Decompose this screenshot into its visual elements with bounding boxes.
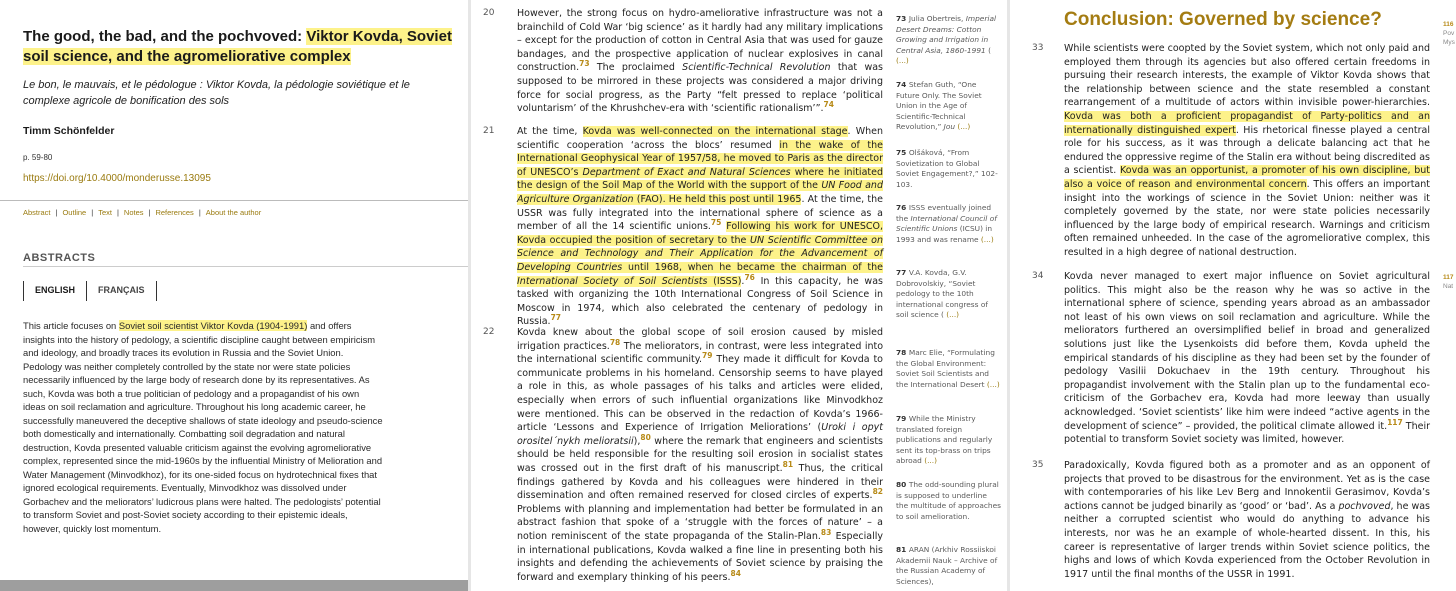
footnote-number[interactable]: 76 <box>896 203 909 212</box>
section-heading: Conclusion: Governed by science? <box>1064 9 1382 30</box>
paragraph-22: Kovda knew about the global scope of soil erosion caused by misled irrigation practices.$^{78}$ The meliorators, in contrast, were less integrated into the international scientific community.$^{79}$ They made it difficult for Kovda to communicate problems in his homeland. Censorship seems to have played a role in this, as whole passages of his talks and articles were elided, especially when errors of such influential organizations like Minvodkhoz were mentioned. This can be observed in the redaction of Kovda’s 1966-article ‘Lessons and Experience of Irrigation Meliorations’ (Uroki i opyt orositel´nykh melioratsii),$^{80}$ where the remark that engineers and scientists should be held responsible for the resulting soil erosion in socialist states was crossed out in the first draft of his manuscript.$^{81}$ Thus, the critical findings gathered by Kovda and his colleagues were hindered in their dissemination and often remained reserved for closed circles of experts.$^{82}$ Problems with planning and implementation had better be formulated in an abstract fashion that spoke of a ‘struggle with the forces of nature’ – a notion reminiscent of the state propaganda of the Stalin-Plan.$^{83}$ Especially in international publications, Kovda walked a fine line in presenting both his insights and defending the achievements of Soviet science by praising the forward and exemplary thinking of his peers.$^{84}$ <box>517 327 884 583</box>
footnote-ref[interactable]: 77 <box>550 313 562 323</box>
footnote-80: 80 The odd-sounding plural is supposed to underline the multitude of approaches to soil amelioration. <box>896 480 1001 521</box>
nav-outline[interactable]: Outline <box>62 208 87 217</box>
read-more-link[interactable]: (...) <box>924 456 938 465</box>
footnote-number[interactable]: 81 <box>896 545 909 554</box>
paragraph-number: 34 <box>1032 271 1044 281</box>
tab-english[interactable]: ENGLISH <box>23 281 86 301</box>
read-more-link[interactable]: (...) <box>986 379 1000 389</box>
footnote-ref[interactable]: 84 <box>730 568 741 578</box>
footnote-ref[interactable]: 76 <box>744 272 755 282</box>
language-tabs <box>23 281 157 301</box>
footnote-ref[interactable]: 78 <box>609 337 621 347</box>
page-range: p. 59-80 <box>23 153 53 162</box>
footnote-116-edge: 116 Pov Mys <box>1443 21 1455 46</box>
footnote-ref[interactable]: 79 <box>702 351 713 361</box>
nav-references[interactable]: References <box>155 208 194 217</box>
nav-notes[interactable]: Notes <box>123 208 144 217</box>
footnote-79: 79 While the Ministry translated foreign publications and regularly sent its top-brass on trips abroad (...) <box>896 414 993 465</box>
paragraph-34: Kovda never managed to exert major influence on Soviet agricultural politics. This might also be the reason why he was so active in the international sphere of science, spending years abroad as an ambassador not least of his own views on soil reclamation and agriculture. While the meliorators furthered an oversimplified belief in broad and generalized solutions just like the Lysenkoists did before them, Kovda upheld the empirical standards of his discipline as they had been set by the founder of pedology Vasilii Dokuchaev in the 19th century. Throughout his propagandist involvement with the Stalin plan up to the fundamental eco-criticism of the Gorbachev era, Kovda had more leeway than usually acknowledged. ‘Soviet scientists’ like him were indeed “active agents in the development of science” – provided, the political climate allowed it.$^{117}$ Their potential to transform Soviet society was limited, however. <box>1064 271 1430 446</box>
abstract-highlight: Soviet soil scientist Viktor Kovda (1904-1991) <box>118 320 308 331</box>
tab-francais[interactable]: FRANÇAIS <box>86 281 157 301</box>
conclusion-panel <box>1010 0 1456 591</box>
footnote-number[interactable]: 75 <box>896 148 909 157</box>
footnote-77: 77 V.A. Kovda, G.V. Dobrovolskiy, “Soviet pedology to the 10th international congress of soil science ( (...) <box>896 268 988 319</box>
nav-abstract[interactable]: Abstract <box>23 208 51 217</box>
footnote-ref[interactable]: 73 <box>579 59 590 69</box>
footnote-73: 73 Julia Obertreis, Imperial Desert Dreams: Cotton Growing and Irrigation in Central Asia, 1860-1991 ( (...) <box>896 14 997 65</box>
article-body-panel <box>471 0 1007 591</box>
footnote-number[interactable]: 73 <box>896 14 909 23</box>
read-more-link[interactable]: (...) <box>980 234 994 244</box>
nav-about-author[interactable]: About the author <box>205 208 262 217</box>
footnote-ref[interactable]: 75 <box>710 218 722 227</box>
divider <box>23 266 468 267</box>
article-header-panel <box>0 0 468 591</box>
footnote-ref[interactable]: 81 <box>782 459 794 469</box>
article-title-plain: The good, the bad, and the pochvoved: <box>23 28 307 45</box>
footnote-ref[interactable]: 80 <box>640 432 651 442</box>
footnote-76: 76 ISSS eventually joined the International Council of Scientific Unions (ICSU) in 1993 and was rename (...) <box>896 203 997 244</box>
footnote-74: 74 Stefan Guth, “One Future Only. The Soviet Union in the Age of Scientific-Technical Revolution,” Jou (...) <box>896 80 982 131</box>
read-more-link[interactable]: (...) <box>896 56 909 65</box>
footnote-78: 78 Marc Elie, “Formulating the Global Environment: Soviet Soil Scientists and the International Desert (...) <box>896 348 1000 389</box>
footnote-ref[interactable]: 82 <box>872 486 883 496</box>
article-title-highlight: Viktor Kovda, Soviet soil science, and the agromeliorative complex <box>23 28 452 65</box>
paragraph-20: However, the strong focus on hydro-ameliorative infrastructure was not a brainchild of Cold War ‘big science’ as it hardly had any military implications – except for the production of cotton in Central Asia that was used for gauze bandages, and the prospective application of nuclear explosives in canal construction.$^{73}$ The proclaimed Scientific-Technical Revolution that was supposed to be mirrored in these projects was considered a major driving force for social progress, as the Party “felt pressed to replace ‘political voluntarism’ of the Khrushchev-era with ‘scientific rationalism’”.$^{74}$ <box>517 8 883 115</box>
footnote-number[interactable]: 79 <box>896 414 909 423</box>
paragraph-35: Paradoxically, Kovda figured both as a promoter and as an opponent of projects that proved to be disastrous for the environment. Yet as is the case with contemporaries of his like Lev Berg and Innokentii Gerasimov, Kovda’s actions cannot be judged binarily as ‘good’ or ‘bad’. As a pochvoved, he was neither a corrupted scientist who would do anything to advance his interests, nor was he an example of whole-hearted dissent. In this, his career is representative of larger trends within Soviet science politics, the highs and lows of which Kovda experienced from the October Revolution in 1917 until the final months of the USSR in 1991. <box>1064 460 1431 580</box>
footnote-number[interactable]: 80 <box>896 480 909 489</box>
horizontal-scrollbar[interactable] <box>0 580 468 591</box>
divider <box>0 200 468 201</box>
paragraph-number: 35 <box>1032 460 1044 470</box>
article-nav: Abstract | Outline | Text | Notes | References | About the author <box>23 208 262 217</box>
nav-text[interactable]: Text <box>98 208 112 217</box>
footnote-number[interactable]: 78 <box>896 348 909 357</box>
paragraph-number: 21 <box>483 126 495 136</box>
doi-link[interactable]: https://doi.org/10.4000/monderusse.13095 <box>23 173 211 184</box>
footnote-ref[interactable]: 74 <box>823 100 834 109</box>
author-name[interactable]: Timm Schönfelder <box>23 125 115 137</box>
footnote-117-edge: 117 Nat <box>1443 274 1454 290</box>
abstracts-heading: ABSTRACTS <box>23 252 96 264</box>
article-title <box>23 27 463 67</box>
footnote-number[interactable]: 77 <box>896 268 909 277</box>
footnote-75: 75 Olšáková, “From Sovietization to Global Soviet Engagement?,” 102-103. <box>896 148 998 189</box>
article-subtitle-fr: Le bon, le mauvais, et le pédologue : Viktor Kovda, la pédologie soviétique et le complexe agricole de bonification des sols <box>23 79 410 107</box>
read-more-link[interactable]: (...) <box>957 122 971 131</box>
read-more-link[interactable]: (...) <box>946 310 960 319</box>
abstract-text: This article focuses on Soviet soil scientist Viktor Kovda (1904-1991) and offers insights into the history of pedology, a scientific discipline caught between empiricism and ideology, and broadly traces its evolution in Russia and the Soviet Union. Pedology was neither completely controlled by the state nor were state policies necessarily influenced by the large body of research done by its representatives. As such, Kovda was both a true politician of pedology and a propagandist of his own ideas on soil reclamation and agriculture. Throughout his long academic career, he successfully maneuvered the deceptive shallows of state ideology and pseudo-science both domestically and internationally. Combatting soil degradation and natural destruction, Kovda presented valuable criticism against the evolving agromeliorative complex, represented since the mid-1960s by the influential Ministry of Melioration and Water Management (Minvodkhoz), for its one-sided focus on hydrotechnical fixes that ignored ecological requirements. Eventually, Minvodkhoz was dissolved under Gorbachev and the meliorators’ ludicrous plans were halted. The pedologists’ potential to transform Soviet and post-Soviet society according to their epistemic ideals, however, quickly lost momentum. <box>23 320 383 534</box>
paragraph-number: 33 <box>1032 43 1044 53</box>
footnote-81: 81 ARAN (Arkhiv Rossiiskoi Akademii Nauk – Archive of the Russian Academy of Sciences), <box>896 545 998 586</box>
footnote-ref[interactable]: 83 <box>820 527 832 537</box>
footnote-number[interactable]: 74 <box>896 80 909 89</box>
paragraph-33: While scientists were coopted by the Soviet system, which not only paid and employed them through its agencies but also offered certain freedoms in pursuing their research interests, the example of Viktor Kovda shows that the relationship between science and the state resembled a constant rearrangement of a multitude of actors within invisible power-hierarchies. Kovda was both a proficient propagandist of Party-politics and an internationally distinguished expert. His rhetorical finesse played a central role for his success, as it was through a delicate balancing act that he endured the oppressive regime of the Stalin era without being discredited as a scientist. Kovda was an opportunist, a promoter of his own discipline, but also a voice of reason and environmental concern. This offers an important insight into the workings of science in the Soviet Union: neither was it completely governed by the state, nor were state policies necessarily influenced by the large body of empirical research. Warnings and criticism often remained unheeded. In the case of the agromeliorative complex, this resulted in a high degree of national destruction. <box>1064 43 1431 258</box>
paragraph-number: 22 <box>483 327 495 337</box>
paragraph-number: 20 <box>483 8 495 18</box>
footnote-ref[interactable]: 117 <box>1387 417 1403 427</box>
paragraph-21: At the time, Kovda was well-connected on the international stage. When scientific cooperation ‘across the blocs’ resumed in the wake of the International Geophysical Year of 1957/58, he moved to Paris as the director of UNESCO’s Department of Exact and Natural Sciences where he initiated the design of the Soil Map of the World with the support of the UN Food and Agriculture Organization (FAO). He held this post until 1965. At the time, the USSR was fully integrated into the international sphere of science as a member of all the 14 scientific unions.$^{75}$ Following his work for UNESCO, Kovda occupied the position of secretary to the UN Scientific Committee on Science and Technology and Their Application for the Advancement of Developing Countries until 1968, when he became the chairman of the International Society of Soil Scientists (ISSS).$^{76}$ In this capacity, he was tasked with organizing the 10th International Congress of Soil Science in Moscow in 1974, which also celebrated the centenary of pedology in Russia.$^{77}$ <box>517 126 883 328</box>
